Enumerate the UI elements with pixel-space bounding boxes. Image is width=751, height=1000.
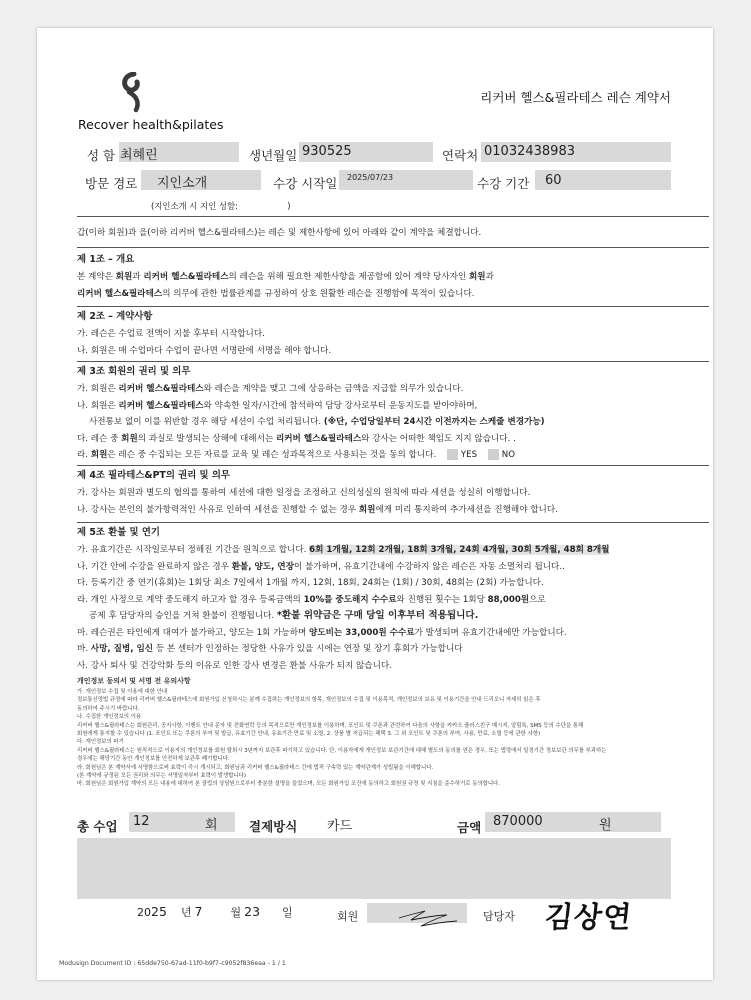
phone-label: 연락처 bbox=[442, 148, 479, 163]
article-5-line-8: 사. 강사 퇴사 및 건강악화 등의 이유로 인한 강사 변경은 환불 사유가 되지 않습니다. bbox=[77, 660, 392, 671]
article-1-title: 제 1조 – 개요 bbox=[77, 254, 135, 265]
divider bbox=[77, 522, 709, 523]
name-label: 성 함 bbox=[87, 148, 116, 163]
phone-value: 01032438983 bbox=[484, 144, 575, 159]
manager-label: 담당자 bbox=[483, 910, 515, 923]
article-5-line-7: 바. 사망, 질병, 임신 등 본 센터가 인정하는 정당한 사유가 있을 시에는 연장 및 장기 휴회가 가능합니다 bbox=[77, 644, 463, 654]
privacy-line: 나. 수집한 개인정보의 이용 bbox=[77, 714, 142, 721]
privacy-line: 회원에게 통지할 수 있습니다 (1. 포인트 또는 쿠폰의 부여 및 발급, 유효기간 안내, 유효기간 만료 및 소멸, 2. 상품 별 지급되는 혜택 3. 그 외 포인트 및 쿠폰의 부여, 사용, 만료, 소멸 등에 관한 사항) bbox=[77, 731, 541, 738]
privacy-line: 라. 회원님은 본 계약서에 서명함으로써 효력이 즉시 개시되고, 회원님과 리커버 헬스&필라테스 간에 법적 구속력 있는 계약관계가 성립됨을 이해합니다. bbox=[77, 764, 434, 771]
total-lessons-label: 총 수업 bbox=[77, 819, 118, 834]
article-2-line-2: 나. 회원은 매 수업마다 수업이 끝나면 서명란에 서명을 해야 합니다. bbox=[77, 345, 332, 356]
consent-yes-checkbox[interactable] bbox=[447, 449, 458, 460]
article-3-line-5: 라. 회원은 레슨 중 수집되는 모든 자료를 교육 및 레슨 성과목적으로 사용되는 것을 동의 합니다. YES NO bbox=[77, 450, 515, 460]
divider bbox=[77, 247, 709, 248]
article-1-line-2: 리커버 헬스&필라테스의 의무에 관한 법률관계를 규정하여 상호 원활한 레슨을 진행함에 목적이 있습니다. bbox=[77, 288, 475, 299]
article-5-line-6: 마. 레슨권은 타인에게 대여가 불가하고, 양도는 1회 가능하며 양도비는 33,000원 수수료가 발생되며 유효기간내에만 가능합니다. bbox=[77, 627, 567, 638]
privacy-line: 경우에는 해당기간 동안 개인정보를 안전하게 보관후 폐기합니다. bbox=[77, 756, 230, 763]
article-5-line-2: 나. 기간 안에 수강을 완료하지 않은 경우 환불, 양도, 연장이 불가하며, 유효기간내에 수강하지 않은 레슨은 자동 소멸처리 됩니다.. bbox=[77, 561, 565, 572]
memo-area bbox=[77, 838, 671, 899]
birth-label: 생년월일 bbox=[249, 148, 298, 163]
intro-text: 갑(이하 회원)과 을(이하 리커버 헬스&필라테스)는 레슨 및 제한사항에 있어 아래와 같이 계약을 체결합니다. bbox=[77, 228, 482, 238]
referral-note: (지인소개 시 지인 성함: ) bbox=[151, 201, 291, 211]
article-3-line-4: 다. 레슨 중 회원의 과실로 발생되는 상해에 대해서는 리커버 헬스&필라테스와 강사는 어떠한 책임도 지지 않습니다. . bbox=[77, 433, 516, 444]
article-5-line-5: 공제 후 담당자의 승인을 거쳐 환불이 진행됩니다. *환불 위약금은 구매 당일 이후부터 적용됩니다. bbox=[89, 610, 479, 621]
article-2-line-1: 가. 레슨은 수업료 전액이 지불 후부터 시작합니다. bbox=[77, 329, 265, 339]
article-5-line-1: 가. 유효기간은 시작일로부터 정해진 기간을 원칙으로 합니다. 6회 1개월, 12회 2개월, 18회 3개월, 24회 4개월, 30회 5개월, 48회 8개월 bbox=[77, 545, 610, 555]
article-3-line-3: 사전통보 없이 이를 위반할 경우 해당 세션이 수업 처리됩니다. (※단, 수업당일부터 24시간 이전까지는 스케줄 변경가능) bbox=[89, 417, 545, 427]
privacy-line: 리커버 헬스&필라테스는 회원관리, 공지사항, 이벤트 안내 문자 및 전화연락 등의 목적으로만 개인정보를 이용하며, 포인트 및 쿠폰과 관련하여 다음의 사항을 카카오 플러스친구 메시지, 알림톡, SMS 등의 수단을 통해 bbox=[77, 722, 584, 729]
visit-label: 방문 경로 bbox=[85, 176, 138, 191]
total-lessons-unit: 회 bbox=[205, 818, 218, 833]
visit-value: 지인소개 bbox=[157, 176, 208, 191]
privacy-line: (본 계약에 규정된 모든 권리와 의무는 서명일자부터 효력이 발생합니다) bbox=[77, 773, 246, 780]
article-3-title: 제 3조 회원의 권리 및 의무 bbox=[77, 366, 191, 377]
amount-unit: 원 bbox=[599, 818, 612, 833]
amount-value: 870000 bbox=[493, 814, 543, 829]
article-5-title: 제 5조 환불 및 연기 bbox=[77, 527, 160, 538]
member-label: 회원 bbox=[337, 910, 359, 923]
divider bbox=[77, 306, 709, 307]
article-4-line-2: 나. 강사는 본인의 불가항력적인 사유로 인하여 세션을 진행할 수 없는 경우 회원에게 미리 통지하여 추가세션을 진행해야 합니다. bbox=[77, 504, 558, 515]
brand-name: Recover health&pilates bbox=[78, 117, 224, 132]
privacy-line: 정보통신망법 규정에 따라 리커버 헬스&필라테스에 회원가입 신청하시는 분께 수집하는 개인정보의 항목, 개인정보의 수집 및 이용목적, 개인정보의 보유 및 이용기간을 안내 드리오니 자세히 읽은 후 bbox=[77, 697, 541, 704]
article-5-line-4: 라. 개인 사정으로 계약 중도해지 하고자 할 경우 등록금액의 10%를 중도해지 수수료와 진행된 횟수는 1회당 88,000원으로 bbox=[77, 594, 546, 605]
article-4-line-1: 가. 강사는 회원과 별도의 협의를 통하여 세션에 대한 일정을 조정하고 신의성실의 원칙에 따라 세션을 성실히 이행합니다. bbox=[77, 488, 531, 498]
article-5-line-3: 다. 등록기간 중 연기(휴회)는 1회당 최소 7일에서 1개월 까지, 12회, 18회, 24회는 (1회) / 30회, 48회는 (2회) 가능합니다. bbox=[77, 578, 544, 588]
divider bbox=[77, 361, 709, 362]
article-1 bbox=[77, 251, 709, 302]
birth-value: 930525 bbox=[302, 144, 352, 159]
contract-page bbox=[37, 28, 713, 980]
privacy-line: 가. 개인정보 수집 및 이용에 대한 안내 bbox=[77, 689, 168, 695]
privacy-line: 다. 개인정보의 파기 bbox=[77, 739, 124, 746]
privacy-line: 리커버 헬스&필라테스는 원칙적으로 이용자의 개인정보를 회원 탈퇴시 3년까지 보관후 파기하고 있습니다. 단, 이용자에게 개인정보 보관기간에 대해 별도의 동의를 얻은 경우, 또는 법령에서 일정기간 정보보관 의무를 부과하는 bbox=[77, 747, 607, 754]
document-id: Modusign Document ID : 65dde750-67ad-11f0-b9f7-c9052f836eaa - 1 / 1 bbox=[59, 960, 286, 967]
total-lessons-value: 12 bbox=[133, 814, 150, 829]
brand-logo-icon bbox=[119, 72, 147, 114]
privacy-notice bbox=[77, 676, 709, 789]
payment-method-value: 카드 bbox=[327, 819, 353, 834]
article-2 bbox=[77, 308, 709, 359]
article-5 bbox=[77, 524, 709, 674]
article-3 bbox=[77, 363, 709, 464]
article-1-line-1: 본 계약은 회원과 리커버 헬스&필라테스의 레슨을 위해 필요한 제한사항을 제공함에 있어 계약 당사자인 회원과 bbox=[77, 272, 494, 282]
start-label: 수강 시작일 bbox=[273, 176, 338, 191]
article-4-title: 제 4조 필라테스&PT의 권리 및 의무 bbox=[77, 470, 230, 481]
member-signature-scribble bbox=[395, 902, 465, 936]
privacy-line: 동의하여 주시기 바랍니다. bbox=[77, 705, 140, 712]
article-4 bbox=[77, 467, 709, 518]
divider bbox=[77, 465, 709, 466]
payment-method-label: 결제방식 bbox=[249, 819, 298, 834]
amount-label: 금액 bbox=[457, 820, 482, 835]
divider bbox=[77, 216, 709, 217]
manager-signature: 김상연 bbox=[543, 900, 634, 934]
start-value: 2025/07/23 bbox=[347, 173, 394, 182]
article-3-line-1: 가. 회원은 리커버 헬스&필라테스와 레슨을 계약을 맺고 그에 상응하는 금액을 지급할 의무가 있습니다. bbox=[77, 384, 464, 394]
privacy-title: 개인정보 동의서 및 서명 전 유의사항 bbox=[77, 677, 191, 685]
privacy-line: 마. 회원님은 회원가입 계약의 모든 내용에 대하여 본 클럽의 상담원으로부터 충분한 설명을 들었으며, 모든 회원가입 조건에 동의하고 회원권 규정 및 지침을 준수하기로 동의합니다. bbox=[77, 781, 500, 788]
article-2-title: 제 2조 – 계약사항 bbox=[77, 311, 153, 322]
article-3-line-2: 나. 회원은 리커버 헬스&필라테스와 약속한 일자/시간에 참석하여 담당 강사로부터 운동지도를 받아야하며, bbox=[77, 400, 478, 411]
name-value: 최혜린 bbox=[120, 148, 158, 163]
consent-no-checkbox[interactable] bbox=[488, 449, 499, 460]
period-value: 60 bbox=[545, 173, 562, 188]
contract-date: 2025 년 7 월 23 일 bbox=[137, 904, 293, 919]
consent-no-label: NO bbox=[501, 450, 515, 460]
period-label: 수강 기간 bbox=[477, 176, 530, 191]
contract-title: 리커버 헬스&필라테스 레슨 계약서 bbox=[480, 90, 671, 105]
consent-yes-label: YES bbox=[460, 450, 478, 460]
